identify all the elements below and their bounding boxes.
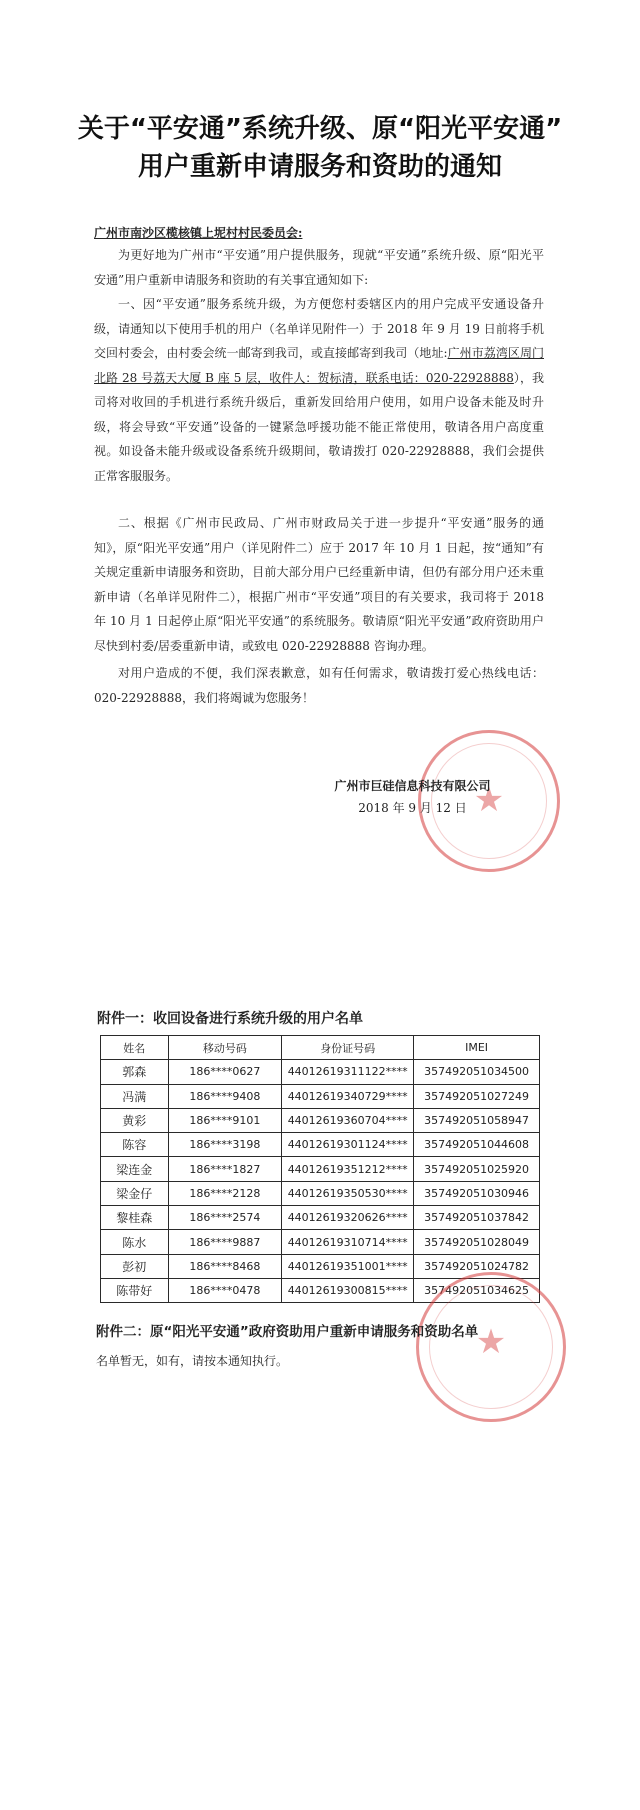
user-name: 郭森 xyxy=(101,1060,169,1084)
annex-two-title: 附件二：原“阳光平安通”政府资助用户重新申请服务和资助名单 xyxy=(96,1324,479,1340)
user-id-number: 44012619351001**** xyxy=(282,1254,414,1278)
user-mobile: 186****3198 xyxy=(168,1133,282,1157)
user-mobile: 186****8468 xyxy=(168,1254,282,1278)
user-name: 陈容 xyxy=(101,1133,169,1157)
user-imei: 357492051058947 xyxy=(414,1108,540,1132)
user-imei: 357492051027249 xyxy=(414,1084,540,1108)
seal-star-icon: ★ xyxy=(475,1322,507,1362)
user-mobile: 186****2128 xyxy=(168,1181,282,1205)
user-imei: 357492051025920 xyxy=(414,1157,540,1181)
table-header-row xyxy=(101,1036,540,1060)
column-header-id-number: 身份证号码 xyxy=(282,1036,414,1060)
user-mobile: 186****1827 xyxy=(168,1157,282,1181)
user-id-number: 44012619300815**** xyxy=(282,1278,414,1302)
signing-company: 广州市巨硅信息科技有限公司 xyxy=(334,779,491,793)
user-mobile: 186****9408 xyxy=(168,1084,282,1108)
company-seal-annex xyxy=(416,1272,566,1422)
table-row xyxy=(101,1060,540,1084)
notice-title-line-1: 关于“平安通”系统升级、原“阳光平安通” xyxy=(77,114,563,144)
user-name: 陈带好 xyxy=(101,1278,169,1302)
user-name: 黄彩 xyxy=(101,1108,169,1132)
user-imei: 357492051034625 xyxy=(414,1278,540,1302)
user-name: 冯满 xyxy=(101,1084,169,1108)
seal-star-icon: ★ xyxy=(473,780,505,820)
user-imei: 357492051037842 xyxy=(414,1206,540,1230)
user-name: 黎桂森 xyxy=(101,1206,169,1230)
user-imei: 357492051034500 xyxy=(414,1060,540,1084)
signing-date: 2018 年 9 月 12 日 xyxy=(358,801,467,815)
user-mobile: 186****0478 xyxy=(168,1278,282,1302)
section-one-paragraph xyxy=(94,292,544,488)
user-imei: 357492051044608 xyxy=(414,1133,540,1157)
user-id-number: 44012619340729**** xyxy=(282,1084,414,1108)
column-header-mobile: 移动号码 xyxy=(168,1036,282,1060)
user-imei: 357492051030946 xyxy=(414,1181,540,1205)
user-name: 彭初 xyxy=(101,1254,169,1278)
user-id-number: 44012619311122**** xyxy=(282,1060,414,1084)
user-mobile: 186****9887 xyxy=(168,1230,282,1254)
user-name: 梁连金 xyxy=(101,1157,169,1181)
table-row xyxy=(101,1181,540,1205)
user-mobile: 186****2574 xyxy=(168,1206,282,1230)
table-row xyxy=(101,1206,540,1230)
user-name: 陈水 xyxy=(101,1230,169,1254)
apology-paragraph: 对用户造成的不便，我们深表歉意，如有任何需求，敬请拨打爱心热线电话：020-22928888，我们将竭诚为您服务！ xyxy=(94,666,544,705)
user-id-number: 44012619350530**** xyxy=(282,1181,414,1205)
user-imei: 357492051024782 xyxy=(414,1254,540,1278)
section-two-paragraph: 二、根据《广州市民政局、广州市财政局关于进一步提升“平安通”服务的通知》，原“阳光平安通”用户（详见附件二）应于 2017 年 10 月 1 日起，按“通知”有关规定重新申请服务和资助，目前大部分用户已经重新申请，但仍有部分用户还未重新申请（名单详见附件二），根据广州市“平安通”项目的有关要求，我司将于 2018 年 10 月 1 日起停止原“阳光平安通”的系统服务。敬请原“阳光平安通”政府资助用户尽快到村委/居委重新申请，或致电 020-22928888 咨询办理。 xyxy=(94,516,544,653)
user-id-number: 44012619310714**** xyxy=(282,1230,414,1254)
mailing-address: 广州市荔湾区周门北路 28 号荔天大厦 B 座 5 层，收件人：贺标清，联系电话：020-22928888 xyxy=(94,346,544,385)
intro-paragraph: 为更好地为广州市“平安通”用户提供服务，现就“平安通”系统升级、原“阳光平安通”用户重新申请服务和资助的有关事宜通知如下: xyxy=(94,248,544,287)
table-row xyxy=(101,1133,540,1157)
table-row xyxy=(101,1230,540,1254)
column-header-imei: IMEI xyxy=(414,1036,540,1060)
table-row xyxy=(101,1084,540,1108)
column-header-name: 姓名 xyxy=(101,1036,169,1060)
annex-one-title: 附件一：收回设备进行系统升级的用户名单 xyxy=(97,1011,363,1027)
user-id-number: 44012619301124**** xyxy=(282,1133,414,1157)
table-row xyxy=(101,1108,540,1132)
user-id-number: 44012619351212**** xyxy=(282,1157,414,1181)
user-mobile: 186****9101 xyxy=(168,1108,282,1132)
addressee: 广州市南沙区榄核镇上坭村村民委员会: xyxy=(94,226,303,240)
user-imei: 357492051028049 xyxy=(414,1230,540,1254)
section-one-text-cont: ），我司将对收回的手机进行系统升级后，重新发回给用户使用，如用户设备未能及时升级，将会导致“平安通”设备的一键紧急呼援功能不能正常使用，敬请各用户高度重视。如设备未能升级或设备系统升级期间，敬请拨打 020-22928888，我们会提供正常客服服务。 xyxy=(94,370,544,483)
annex-two-note: 名单暂无，如有，请按本通知执行。 xyxy=(96,1354,289,1368)
user-id-number: 44012619320626**** xyxy=(282,1206,414,1230)
user-id-number: 44012619360704**** xyxy=(282,1108,414,1132)
table-row xyxy=(101,1157,540,1181)
user-name: 梁金仔 xyxy=(101,1181,169,1205)
notice-title-line-2: 用户重新申请服务和资助的通知 xyxy=(137,152,502,182)
user-table xyxy=(100,1035,540,1303)
section-one-text: 一、因“平安通”服务系统升级，为方便您村委辖区内的用户完成平安通设备升级，请通知以下使用手机的用户（名单详见附件一）于 2018 年 9 月 19 日前将手机交回村委会，由村委会统一邮寄到我司，或直接邮寄到我司（地址: xyxy=(94,297,544,360)
user-mobile: 186****0627 xyxy=(168,1060,282,1084)
